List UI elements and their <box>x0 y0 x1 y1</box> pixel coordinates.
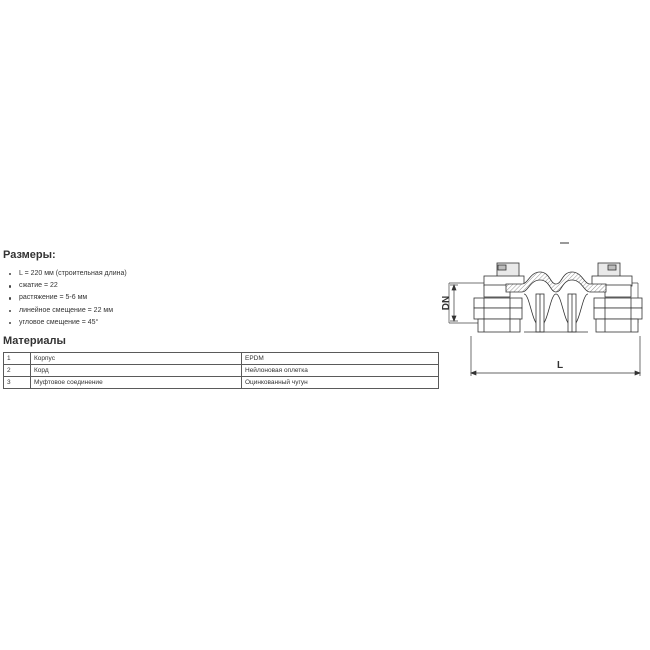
expansion-joint-drawing <box>440 238 650 388</box>
dimension-compression: сжатие = 22 <box>8 280 127 292</box>
materials-table <box>3 352 439 389</box>
part-material: Оцинкованный чугун <box>242 377 439 389</box>
part-name: Муфтовое соединение <box>31 377 242 389</box>
row-number: 3 <box>4 377 31 389</box>
dimensions-heading: Размеры: <box>3 249 56 261</box>
part-name: Корпус <box>31 353 242 365</box>
dimension-extension: растяжение = 5-6 мм <box>8 292 127 304</box>
l-dimension <box>471 336 640 376</box>
table-row <box>4 365 439 377</box>
dimension-angular-offset: угловое смещение = 45° <box>8 317 127 329</box>
dimension-length: L = 220 мм (строительная длина) <box>8 268 127 280</box>
bellows-bottom <box>524 294 588 332</box>
table-row <box>4 377 439 389</box>
dimensions-list <box>8 268 127 329</box>
l-label: L <box>556 360 564 371</box>
table-row <box>4 353 439 365</box>
part-material: EPDM <box>242 353 439 365</box>
row-number: 1 <box>4 353 31 365</box>
part-name: Корд <box>31 365 242 377</box>
dn-label: DN <box>441 295 452 311</box>
left-coupling <box>474 263 524 332</box>
right-coupling <box>592 263 642 332</box>
dimension-linear-offset: линейное смещение = 22 мм <box>8 305 127 317</box>
materials-heading: Материалы <box>3 335 66 347</box>
row-number: 2 <box>4 365 31 377</box>
part-material: Нейлоновая оплетка <box>242 365 439 377</box>
